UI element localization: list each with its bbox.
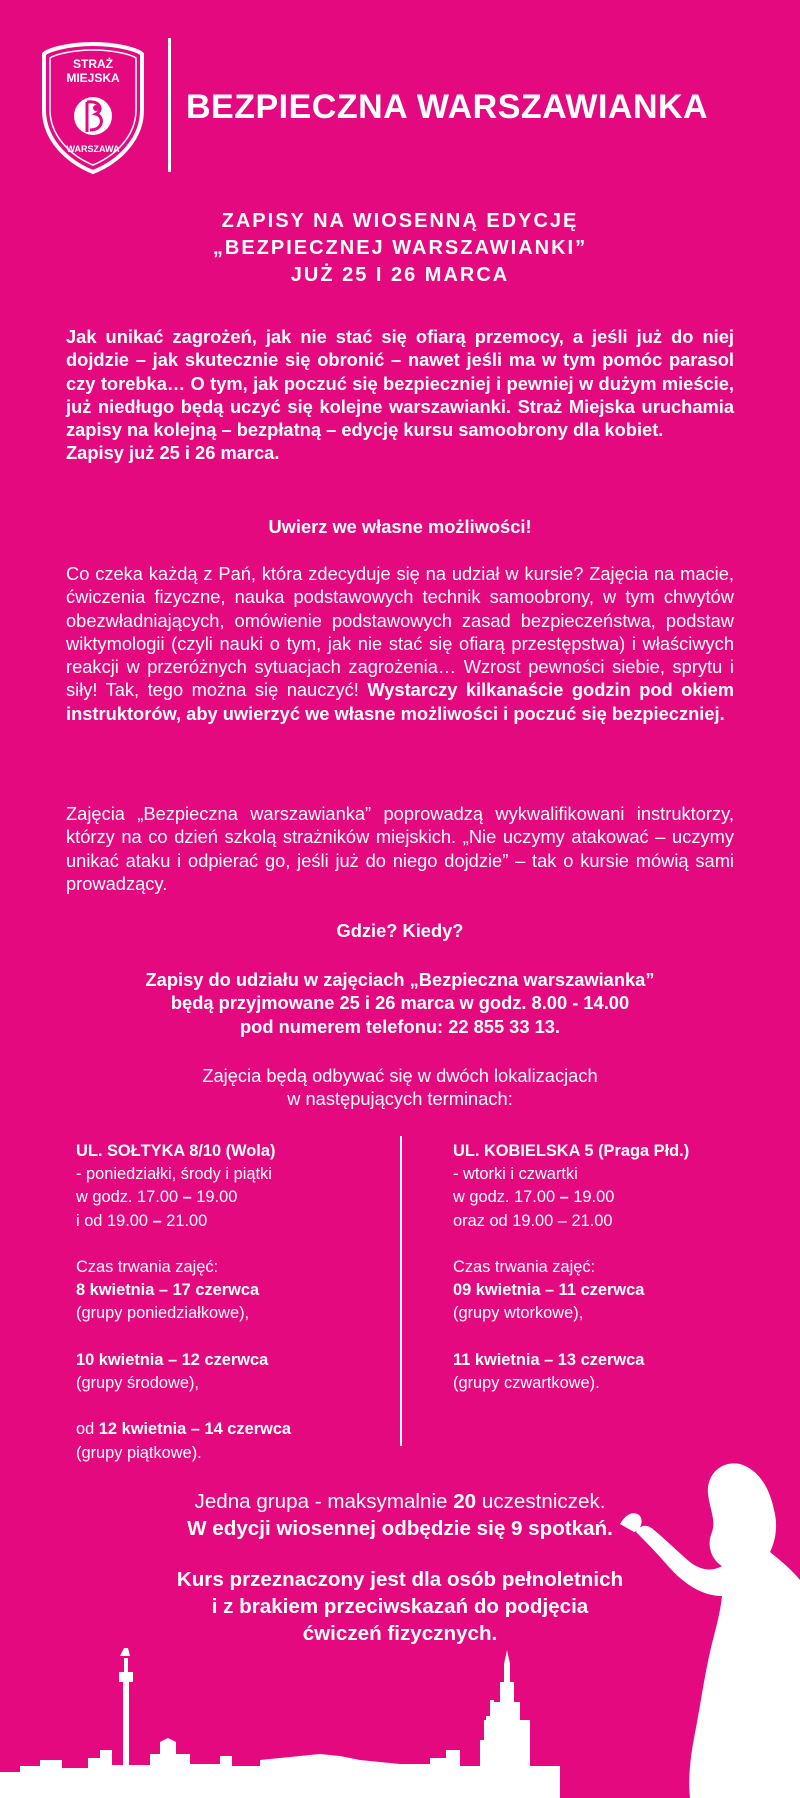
group-3-name: (grupy piątkowe). xyxy=(76,1443,202,1462)
location-hours-2: i od 19.00 – 21.00 xyxy=(76,1211,208,1230)
subheading-line-2: „BEZPIECZNEJ WARSZAWIANKI” xyxy=(212,237,588,259)
header-divider xyxy=(168,38,171,172)
duration-label: Czas trwania zajęć: xyxy=(76,1258,219,1276)
course-description-text: Co czeka każdą z Pań, która zdecyduje się na udział w kursie? Zajęcia na macie, ćwiczenia fizyczne, nauka podstawowych technik samoobrony, w tym chwytów obezwładniających, omówienie podstawowych zasad bezpieczeństwa, podstaw wiktymologii (czyli nauki o tym, jak nie stać się ofiarą przestępstwa) i właściwych reakcji w przeróżnych sytuacjach zagrożenia… Wzrost pewności siebie, sprytu i siły! Tak, tego można się nauczyć! xyxy=(66,563,734,701)
registration-line-1: Zapisy do udziału w zajęciach „Bezpieczna warszawianka” xyxy=(145,969,655,990)
locations-intro-line-1: Zajęcia będą odbywać się w dwóch lokalizacjach xyxy=(202,1065,598,1086)
locations-intro-line-2: w następujących terminach: xyxy=(287,1088,513,1110)
location-address: UL. KOBIELSKA 5 (Praga Płd.) xyxy=(453,1142,690,1160)
location-days: - wtorki i czwartki xyxy=(453,1165,578,1184)
page-title: BEZPIECZNA WARSZAWIANKA xyxy=(186,88,709,126)
group-1-dates: 8 kwietnia – 17 czerwca xyxy=(76,1281,260,1300)
location-hours-1: w godz. 17.00 – 19.00 xyxy=(76,1188,238,1207)
logo-top-text-2: MIEJSKA xyxy=(66,71,120,85)
location-hours-2: oraz od 19.00 – 21.00 xyxy=(453,1211,613,1230)
course-description-paragraph xyxy=(66,562,734,725)
location-kobielska xyxy=(453,1140,783,1395)
registration-subheading xyxy=(0,208,800,289)
group-size-line: Jedna grupa - maksymalnie 20 uczestniczek. xyxy=(194,1490,606,1513)
intro-paragraph xyxy=(66,325,734,465)
locations-intro xyxy=(0,1064,800,1111)
location-days: - poniedziałki, środy i piątki xyxy=(76,1165,272,1184)
duration-label: Czas trwania zajęć: xyxy=(453,1258,596,1276)
believe-heading: Uwierz we własne możliwości! xyxy=(268,516,532,537)
requirements-line-3: ćwiczeń fizycznych. xyxy=(302,1622,498,1645)
subheading-line-1: ZAPISY NA WIOSENNĄ EDYCJĘ xyxy=(221,210,579,232)
location-hours-1: w godz. 17.00 – 19.00 xyxy=(453,1188,615,1207)
group-2-name: (grupy czwartkowe). xyxy=(453,1374,600,1392)
group-3-dates: od 12 kwietnia – 14 czerwca xyxy=(76,1420,292,1439)
straz-miejska-logo xyxy=(38,40,148,175)
logo-bottom-text: WARSZAWA xyxy=(66,144,120,154)
group-2-name: (grupy środowe), xyxy=(76,1374,199,1392)
registration-line-2: będą przyjmowane 25 i 26 marca w godz. 8.00 - 14.00 xyxy=(170,992,630,1014)
header xyxy=(0,0,800,190)
requirements-line-1: Kurs przeznaczony jest dla osób pełnoletnich xyxy=(176,1568,624,1591)
location-address: UL. SOŁTYKA 8/10 (Wola) xyxy=(76,1142,276,1160)
warsaw-skyline-icon xyxy=(0,1648,560,1798)
meetings-count-line: W edycji wiosennej odbędzie się 9 spotkań. xyxy=(187,1517,613,1540)
column-divider xyxy=(400,1136,402,1446)
course-description-bold: Wystarczy kilkanaście godzin pod okiem instruktorów, aby uwierzyć we własne możliwości i poczuć się bezpieczniej. xyxy=(66,679,734,724)
requirements-info xyxy=(0,1566,800,1647)
registration-info xyxy=(0,968,800,1038)
group-1-name: (grupy wtorkowe), xyxy=(453,1304,584,1323)
requirements-line-2: i z brakiem przeciwskazań do podjęcia xyxy=(211,1595,589,1618)
subheading-line-3: JUŻ 25 I 26 MARCA xyxy=(290,264,510,286)
group-2-dates: 10 kwietnia – 12 czerwca xyxy=(76,1350,269,1369)
registration-line-3: pod numerem telefonu: 22 855 33 13. xyxy=(239,1015,561,1037)
intro-text: Jak unikać zagrożeń, jak nie stać się ofiarą przemocy, a jeśli już do niej dojdzie – jak skutecznie się obronić – nawet jeśli ma w tym pomóc parasol czy torebka… O tym, jak poczuć się bezpieczniej i pewniej w dużym mieście, już niedługo będą uczyć się kolejne warszawianki. Straż Miejska uruchamia zapisy na kolejną – bezpłatną – edycję kursu samoobrony dla kobiet. xyxy=(66,326,734,441)
location-sołtyka xyxy=(76,1140,406,1465)
instructors-paragraph: Zajęcia „Bezpieczna warszawianka” poprowadzą wykwalifikowani instruktorzy, którzy na co dzień szkolą strażników miejskich. „Nie uczymy atakować – uczymy unikać ataku i odpierać go, jeśli już do niego dojdzie” – tak o kursie mówią sami prowadzący. xyxy=(66,803,734,894)
logo-top-text-1: STRAŻ xyxy=(73,57,113,71)
intro-last-line: Zapisy już 25 i 26 marca. xyxy=(66,442,280,464)
where-when-heading: Gdzie? Kiedy? xyxy=(336,920,464,941)
group-2-dates: 11 kwietnia – 13 czerwca xyxy=(453,1350,645,1369)
group-1-dates: 09 kwietnia – 11 czerwca xyxy=(453,1281,645,1300)
group-size-info xyxy=(0,1488,800,1542)
group-1-name: (grupy poniedziałkowe), xyxy=(76,1304,250,1323)
